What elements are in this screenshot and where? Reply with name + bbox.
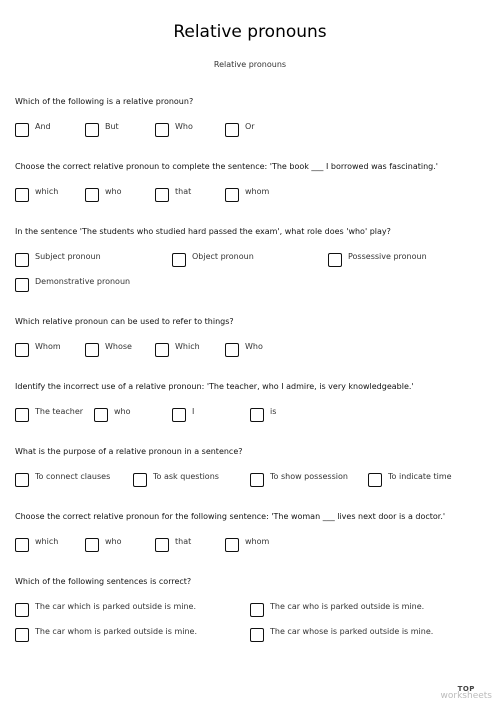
question-7-options: which who that whom: [15, 538, 485, 554]
question-8-options-row-1: The car which is parked outside is mine. The car who is parked outside is mine.: [15, 603, 485, 619]
checkbox[interactable]: [85, 123, 99, 137]
checkbox[interactable]: [15, 343, 29, 357]
checkbox[interactable]: [15, 628, 29, 642]
question-5: Identify the incorrect use of a relative pronoun: 'The teacher, who I admire, is very knowledgeable.': [15, 382, 414, 391]
checkbox[interactable]: [250, 408, 264, 422]
question-1: Which of the following is a relative pronoun?: [15, 97, 194, 106]
question-8: Which of the following sentences is correct?: [15, 577, 192, 586]
brand-worksheets-text: worksheets: [440, 691, 492, 701]
checkbox[interactable]: [94, 408, 108, 422]
checkbox[interactable]: [15, 278, 29, 292]
checkbox[interactable]: [225, 123, 239, 137]
question-4: Which relative pronoun can be used to refer to things?: [15, 317, 234, 326]
checkbox[interactable]: [250, 628, 264, 642]
checkbox[interactable]: [15, 408, 29, 422]
question-2-options: which who that whom: [15, 188, 485, 204]
checkbox[interactable]: [225, 343, 239, 357]
question-1-options: And But Who Or: [15, 123, 485, 139]
question-3-options-row-1: Subject pronoun Object pronoun Possessive pronoun: [15, 253, 485, 269]
checkbox[interactable]: [250, 603, 264, 617]
checkbox[interactable]: [172, 408, 186, 422]
checkbox[interactable]: [155, 538, 169, 552]
checkbox[interactable]: [133, 473, 147, 487]
checkbox[interactable]: [155, 123, 169, 137]
question-3: In the sentence 'The students who studied hard passed the exam', what role does 'who' play?: [15, 227, 391, 236]
checkbox[interactable]: [328, 253, 342, 267]
question-4-options: Whom Whose Which Who: [15, 343, 485, 359]
checkbox[interactable]: [85, 343, 99, 357]
page-subtitle: Relative pronouns: [213, 60, 287, 69]
checkbox[interactable]: [15, 603, 29, 617]
checkbox[interactable]: [15, 253, 29, 267]
checkbox[interactable]: [15, 188, 29, 202]
question-3-options-row-2: Demonstrative pronoun: [15, 278, 485, 294]
question-7: Choose the correct relative pronoun for the following sentence: 'The woman ___ lives next door is a doctor.': [15, 512, 446, 521]
checkbox[interactable]: [368, 473, 382, 487]
checkbox[interactable]: [172, 253, 186, 267]
checkbox[interactable]: [85, 538, 99, 552]
checkbox[interactable]: [15, 123, 29, 137]
question-8-options-row-2: The car whom is parked outside is mine. The car whose is parked outside is mine.: [15, 628, 485, 644]
checkbox[interactable]: [85, 188, 99, 202]
question-6: What is the purpose of a relative pronoun in a sentence?: [15, 447, 243, 456]
checkbox[interactable]: [155, 343, 169, 357]
question-6-options: To connect clauses To ask questions To show possession To indicate time: [15, 473, 485, 489]
brand-top-text: TOP: [457, 685, 475, 693]
checkbox[interactable]: [225, 538, 239, 552]
brand-logo: [441, 685, 492, 701]
checkbox[interactable]: [225, 188, 239, 202]
checkbox[interactable]: [250, 473, 264, 487]
page-title: Relative pronouns: [173, 22, 327, 42]
checkbox[interactable]: [15, 538, 29, 552]
checkbox[interactable]: [15, 473, 29, 487]
question-5-options: The teacher who I is: [15, 408, 485, 424]
checkbox[interactable]: [155, 188, 169, 202]
question-2: Choose the correct relative pronoun to complete the sentence: 'The book ___ I borrowed was fascinating.': [15, 162, 438, 171]
